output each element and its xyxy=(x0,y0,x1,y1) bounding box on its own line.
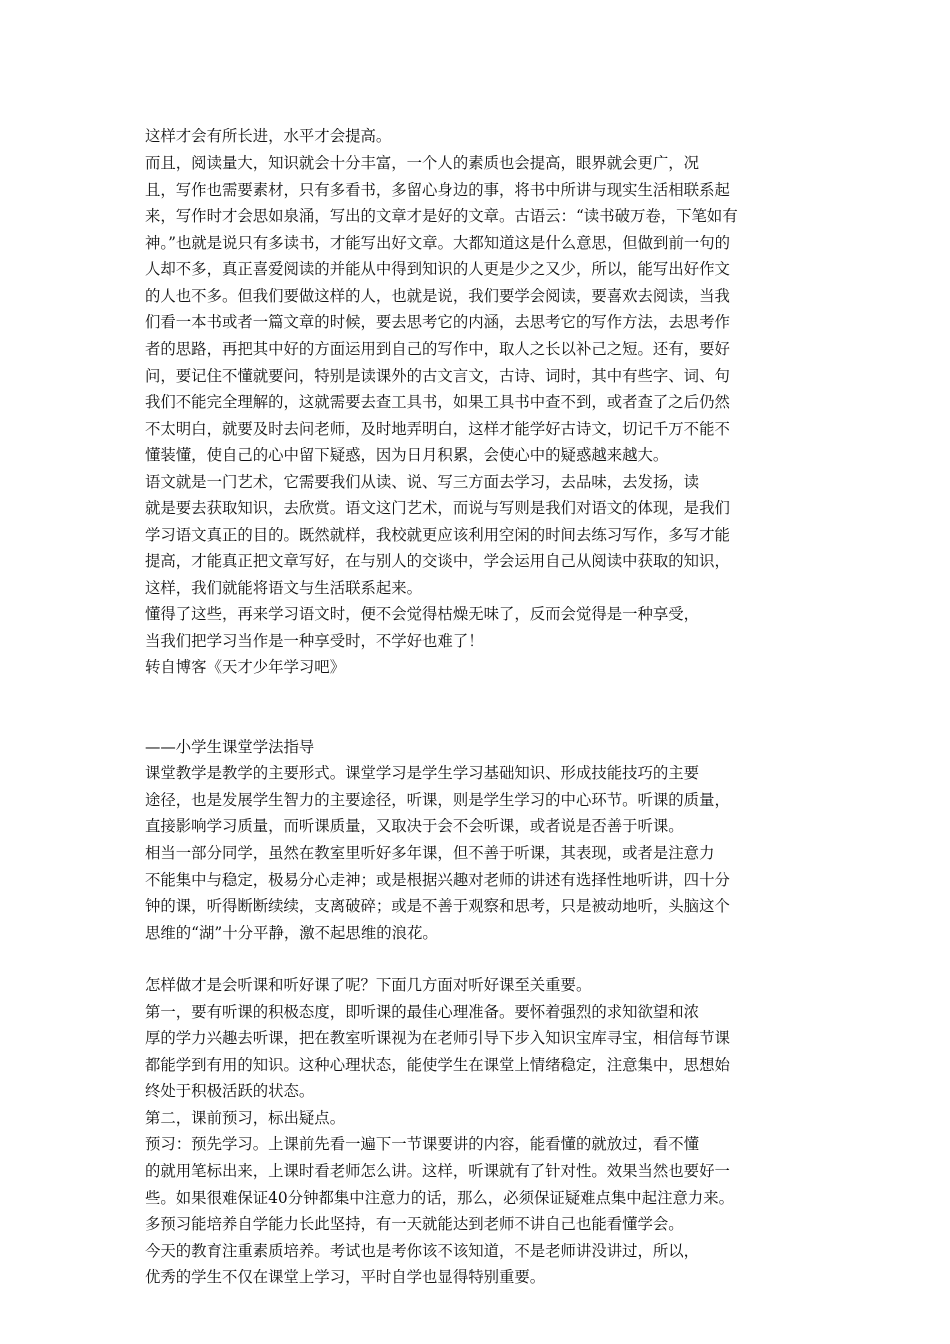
paragraph-line: 终处于积极活跃的状态。 xyxy=(145,1082,315,1100)
paragraph-line: 今天的教育注重素质培养。考试也是考你该不该知道，不是老师讲没讲过，所以， xyxy=(145,1242,700,1260)
paragraph-line: 就是要去获取知识，去欣赏。语文这门艺术，而说与写则是我们对语文的体现，是我们 xyxy=(145,499,730,517)
paragraph-line: 厚的学力兴趣去听课，把在教室听课视为在老师引导下步入知识宝库寻宝，相信每节课 xyxy=(145,1029,730,1047)
paragraph-line: 直接影响学习质量，而听课质量，又取决于会不会听课，或者说是否善于听课。 xyxy=(145,817,684,835)
paragraph-line: 不能集中与稳定，极易分心走神；或是根据兴趣对老师的讲述有选择性地听讲，四十分 xyxy=(145,871,730,889)
paragraph-line: 的人也不多。但我们要做这样的人，也就是说，我们要学会阅读，要喜欢去阅读，当我 xyxy=(145,287,730,305)
section-heading: ——小学生课堂学法指导 xyxy=(145,738,315,756)
paragraph-line: 者的思路，再把其中好的方面运用到自己的写作中，取人之长以补己之短。还有，要好 xyxy=(145,340,730,358)
source-attribution: 转自博客《天才少年学习吧》 xyxy=(145,658,346,676)
paragraph-line: 懂得了这些，再来学习语文时，便不会觉得枯燥无味了，反而会觉得是一种享受， xyxy=(145,605,700,623)
paragraph-line: 我们不能完全理解的，这就需要去查工具书，如果工具书中查不到，或者查了之后仍然 xyxy=(145,393,730,411)
paragraph-line: 们看一本书或者一篇文章的时候，要去思考它的内涵，去思考它的写作方法，去思考作 xyxy=(145,313,730,331)
paragraph-line: 这样才会有所长进，水平才会提高。 xyxy=(145,127,392,145)
paragraph-line: 来，写作时才会思如泉涌，写出的文章才是好的文章。古语云：“读书破万卷，下笔如有 xyxy=(145,207,738,225)
paragraph-line: 怎样做才是会听课和听好课了呢？下面几方面对听好课至关重要。 xyxy=(145,976,592,994)
paragraph-line: 学习语文真正的目的。既然就样，我校就更应该利用空闲的时间去练习写作，多写才能 xyxy=(145,526,730,544)
paragraph-line: 问，要记住不懂就要问，特别是读课外的古文言文，古诗、词时，其中有些字、词、句 xyxy=(145,367,730,385)
paragraph-line: 预习：预先学习。上课前先看一遍下一节课要讲的内容，能看懂的就放过，看不懂 xyxy=(145,1135,700,1153)
paragraph-line: 这样，我们就能将语文与生活联系起来。 xyxy=(145,579,423,597)
paragraph-line: 当我们把学习当作是一种享受时，不学好也难了！ xyxy=(145,632,484,650)
paragraph-line: 神。”也就是说只有多读书，才能写出好文章。大都知道这是什么意思，但做到前一句的 xyxy=(145,234,731,252)
paragraph-line: 提高，才能真正把文章写好，在与别人的交谈中，学会运用自己从阅读中获取的知识， xyxy=(145,552,730,570)
paragraph-line: 第二，课前预习，标出疑点。 xyxy=(145,1109,346,1127)
paragraph-line: 第一，要有听课的积极态度，即听课的最佳心理准备。要怀着强烈的求知欲望和浓 xyxy=(145,1003,700,1021)
paragraph-line: 课堂教学是教学的主要形式。课堂学习是学生学习基础知识、形成技能技巧的主要 xyxy=(145,764,700,782)
paragraph-line: 相当一部分同学，虽然在教室里听好多年课，但不善于听课，其表现，或者是注意力 xyxy=(145,844,715,862)
paragraph-line: 的就用笔标出来，上课时看老师怎么讲。这样，听课就有了针对性。效果当然也要好一 xyxy=(145,1162,730,1180)
paragraph-line: 都能学到有用的知识。这种心理状态，能使学生在课堂上情绪稳定，注意集中，思想始 xyxy=(145,1056,730,1074)
paragraph-line: 不太明白，就要及时去问老师，及时地弄明白，这样才能学好古诗文，切记千万不能不 xyxy=(145,420,730,438)
paragraph-line: 多预习能培养自学能力长此坚持，有一天就能达到老师不讲自己也能看懂学会。 xyxy=(145,1215,684,1233)
paragraph-line: 且，写作也需要素材，只有多看书，多留心身边的事，将书中所讲与现实生活相联系起 xyxy=(145,181,730,199)
paragraph-line: 些。如果很难保证40分钟都集中注意力的话，那么，必须保证疑难点集中起注意力来。 xyxy=(145,1189,735,1207)
paragraph-line: 途径，也是发展学生智力的主要途径，听课，则是学生学习的中心环节。听课的质量， xyxy=(145,791,730,809)
paragraph-line: 钟的课，听得断断续续，支离破碎；或是不善于观察和思考，只是被动地听，头脑这个 xyxy=(145,897,730,915)
paragraph-line: 而且，阅读量大，知识就会十分丰富，一个人的素质也会提高，眼界就会更广，况 xyxy=(145,154,700,172)
paragraph-line: 语文就是一门艺术，它需要我们从读、说、写三方面去学习，去品味，去发扬，读 xyxy=(145,473,700,491)
paragraph-line: 懂装懂，使自己的心中留下疑惑，因为日月积累，会使心中的疑惑越来越大。 xyxy=(145,446,669,464)
paragraph-line: 人却不多，真正喜爱阅读的并能从中得到知识的人更是少之又少，所以，能写出好作文 xyxy=(145,260,730,278)
paragraph-line: 思维的“湖”十分平静，激不起思维的浪花。 xyxy=(145,924,438,942)
paragraph-line: 优秀的学生不仅在课堂上学习，平时自学也显得特别重要。 xyxy=(145,1268,546,1286)
